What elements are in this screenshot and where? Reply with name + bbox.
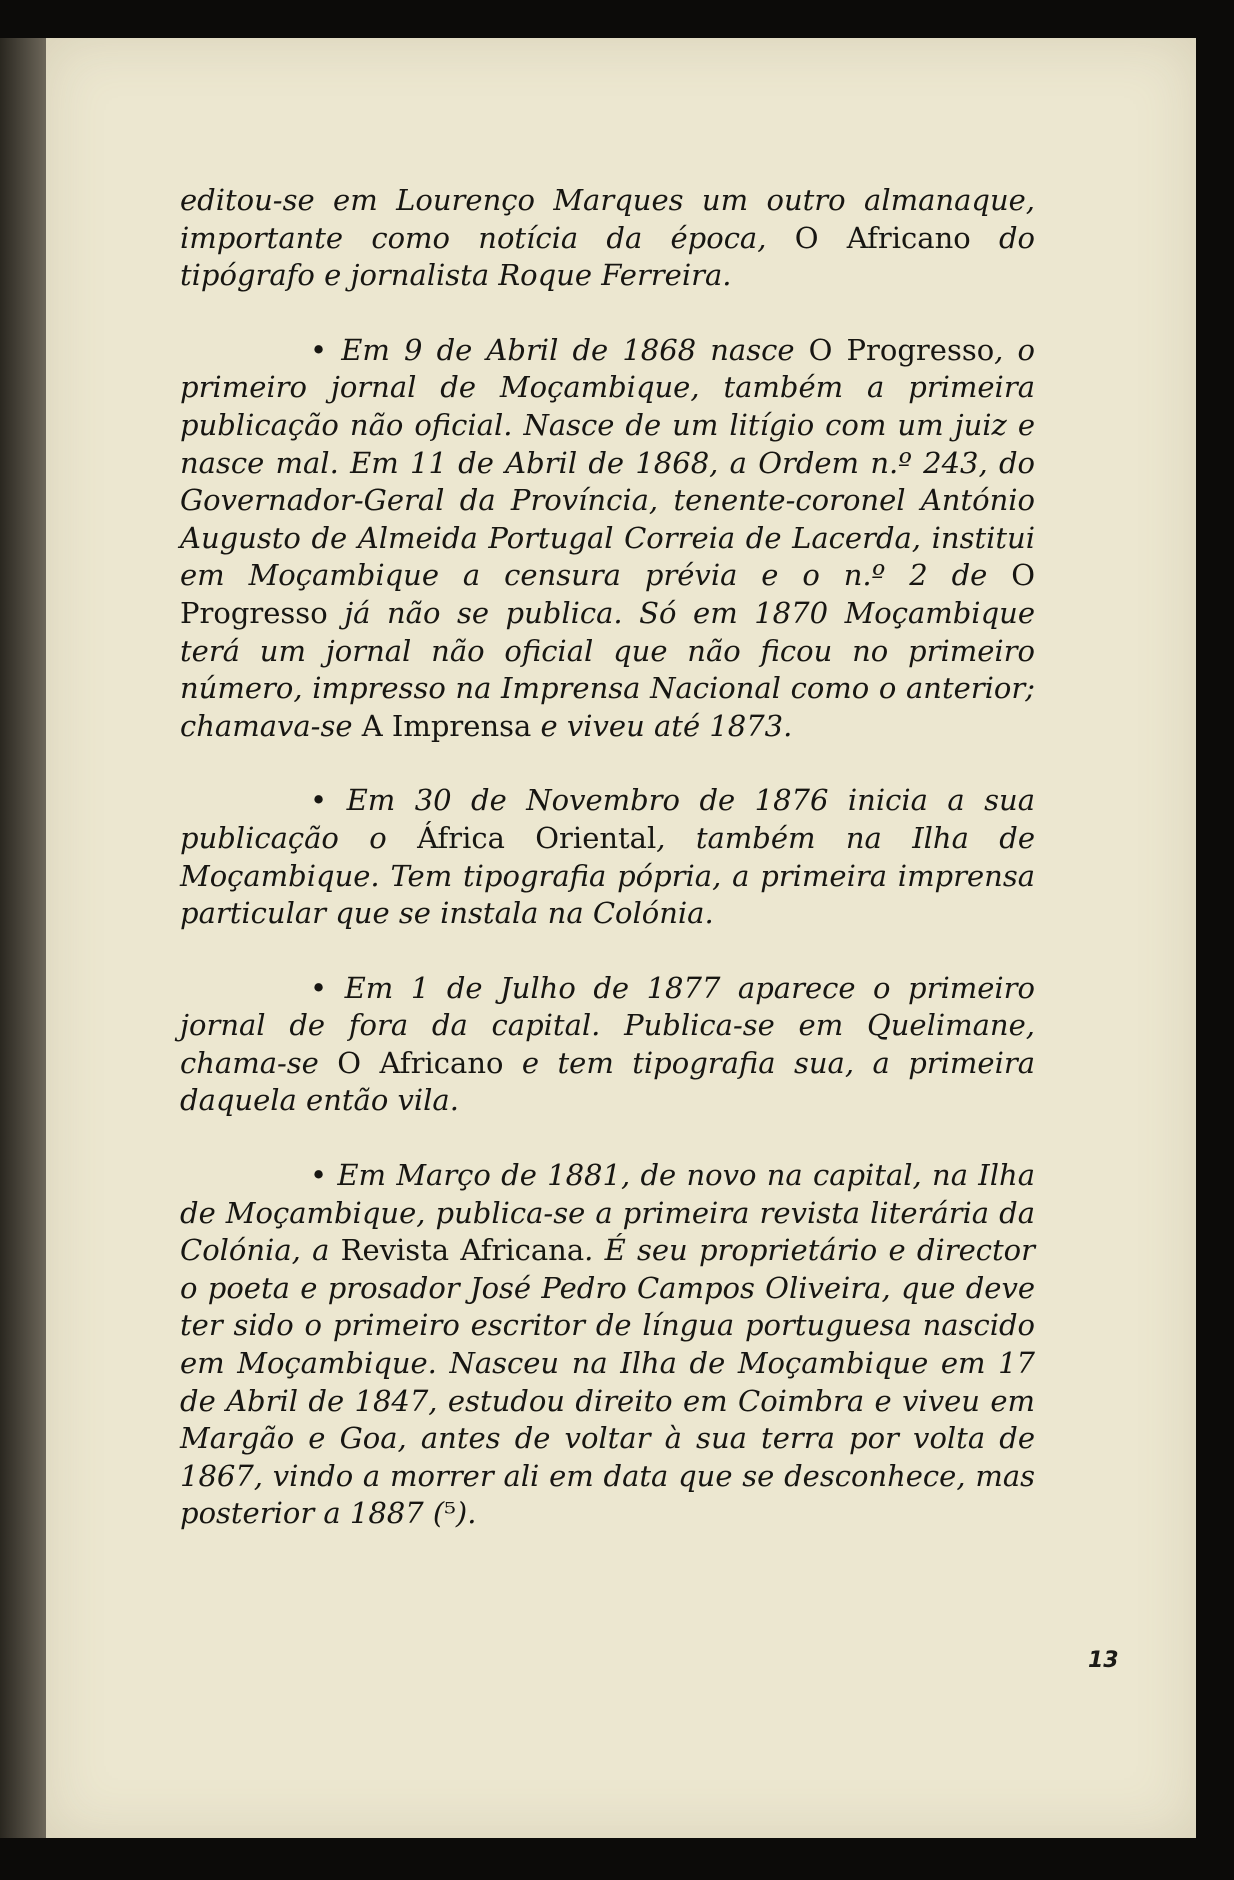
text-run: e viveu até 1873. — [531, 708, 793, 743]
text-run: • Em Março de 1881, de novo na capital, na Ilha de Moçambique, publica-se a primeira revista literária da Colónia, a — [180, 1158, 1035, 1268]
footnote-reference: ⁵ — [444, 1496, 456, 1531]
paragraph-revista-africana — [180, 1157, 1035, 1533]
title-a-imprensa: A Imprensa — [361, 708, 532, 743]
binding-shadow — [0, 38, 46, 1838]
text-run: já não se publica. Só em 1870 Moçambique terá um jornal não oficial que não ficou no primeiro número, impresso na Imprensa Nacional como o anterior; chamava-se — [180, 595, 1035, 743]
text-run: , o primeiro jornal de Moçambique, também a primeira publicação não oficial. Nasce de um litígio com um juiz e nasce mal. Em 11 de Abril de 1868, a Ordem n.º 243, do Governador-Geral da Província, tenente-coronel António Augusto de Almeida Portugal Correia de Lacerda, institui em Moçambique a censura prévia e o n.º 2 de — [180, 332, 1035, 593]
text-run: • Em 30 de Novembro de 1876 inicia a sua publicação o — [180, 783, 1035, 855]
paragraph-almanaque — [180, 182, 1035, 295]
text-run: do tipógrafo e jornalista Roque Ferreira. — [180, 220, 1035, 293]
text-run: , também na Ilha de Moçambique. Tem tipografia pópria, a primeira imprensa particular que se instala na Colónia. — [180, 820, 1035, 931]
paragraph-quelimane — [180, 970, 1035, 1120]
text-run: e tem tipografia sua, a primeira daquela então vila. — [180, 1045, 1036, 1118]
page-number: 13 — [1088, 1648, 1119, 1673]
title-africa-oriental: África Oriental — [417, 820, 657, 855]
paragraph-progresso — [180, 332, 1035, 746]
title-o-africano: O Africano — [337, 1045, 504, 1080]
text-run: . É seu proprietário e director o poeta e prosador José Pedro Campos Oliveira, que deve ter sido o primeiro escritor de língua portuguesa nascido em Moçambique. Nasceu na Ilha de Moçambique em 17 de Abril de 1847, estudou direito em Coimbra e viveu em Margão e Goa, antes de voltar à sua terra por volta de 1867, vindo a morrer ali em data que se desconhece, mas posterior a 1887 ( — [180, 1233, 1035, 1531]
title-o-africano: O Africano — [794, 220, 971, 255]
paragraph-africa-oriental — [180, 782, 1035, 932]
text-run: • Em 9 de Abril de 1868 nasce — [310, 332, 809, 367]
title-o-progresso: O Progresso — [808, 332, 995, 367]
title-revista-africana: Revista Africana — [340, 1233, 585, 1268]
title-o-progresso: O Progresso — [180, 558, 1035, 630]
text-run: ). — [455, 1496, 477, 1531]
text-run: • Em 1 de Julho de 1877 aparece o primeiro jornal de fora da capital. Publica-se em Quelimane, chama-se — [180, 970, 1035, 1080]
body-text — [180, 182, 1035, 1570]
text-run: editou-se em Lourenço Marques um outro almanaque, importante como notícia da época, — [180, 183, 1035, 255]
